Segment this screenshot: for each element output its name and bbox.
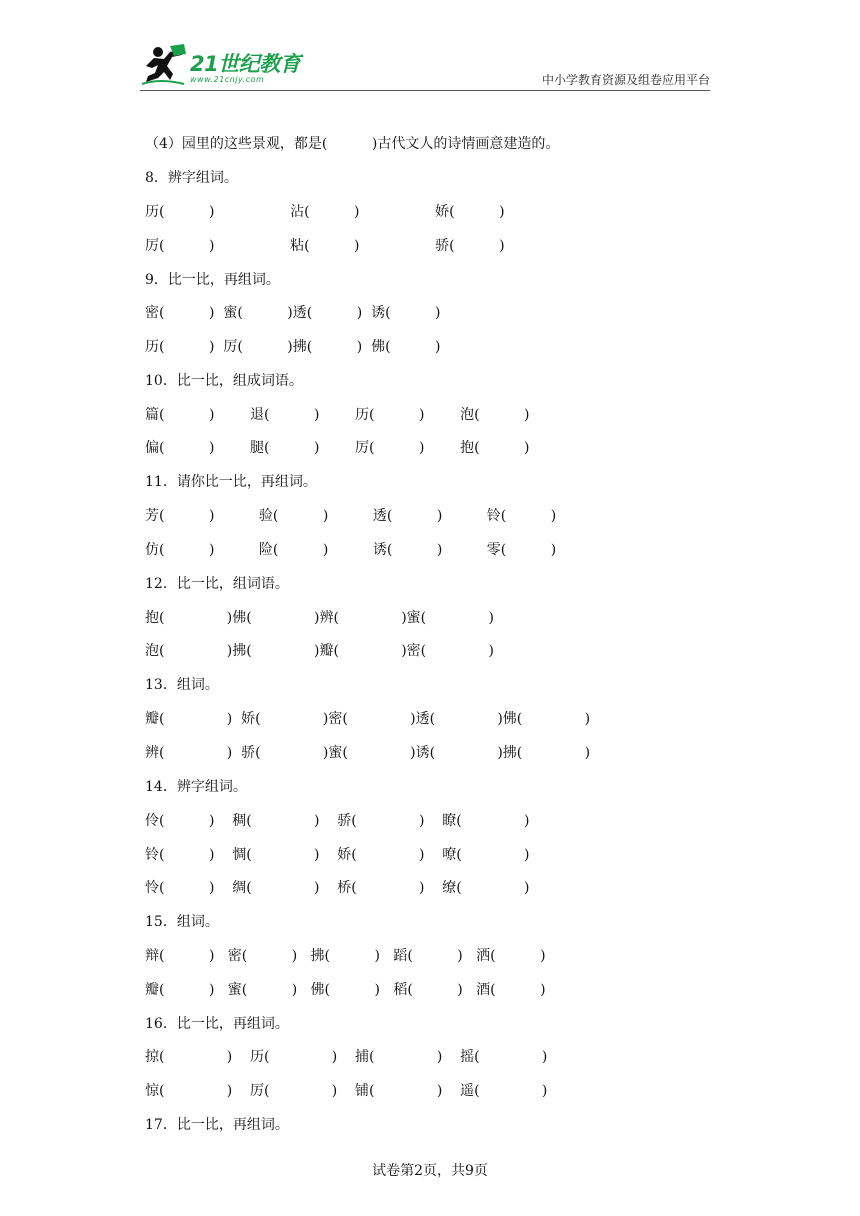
logo-text: 21世纪教育 xyxy=(190,52,301,76)
logo-url: www.21cnjy.com xyxy=(190,75,265,84)
text-line: 芳( ) 验( ) 透( ) 铃( ) xyxy=(145,508,557,524)
text-line: 瓣( ) 蜜( ) 佛( ) 稻( ) 酒( ) xyxy=(145,982,546,998)
page-header xyxy=(140,42,710,91)
text-line: 惊( ) 厉( ) 铺( ) 遥( ) xyxy=(145,1083,548,1099)
text-line: （4）园里的这些景观，都是( )古代文人的诗情画意建造的。 xyxy=(145,136,560,152)
question-title: 9．比一比，再组词。 xyxy=(145,272,280,288)
platform-name: 中小学教育资源及组卷应用平台 xyxy=(541,73,710,87)
text-line: 辨( ) 骄( )蜜( )诱( )拂( ) xyxy=(145,745,591,761)
text-line: 历( ) 厉( )拂( ) 佛( ) xyxy=(145,339,441,355)
text-line: 伶( ) 稠( ) 骄( ) 瞭( ) xyxy=(145,813,530,829)
question-title: 14．辨字组词。 xyxy=(145,779,247,795)
text-line: 篇( ) 退( ) 历( ) 泡( ) xyxy=(145,407,530,423)
text-line: 偏( ) 腿( ) 厉( ) 抱( ) xyxy=(145,440,530,456)
text-line: 怜( ) 绸( ) 桥( ) 缭( ) xyxy=(145,880,530,896)
text-line: 厉( ) 粘( ) 骄( ) xyxy=(145,238,505,254)
text-line: 辩( ) 密( ) 拂( ) 蹈( ) 洒( ) xyxy=(145,948,546,964)
text-line: 瓣( ) 娇( )密( )透( )佛( ) xyxy=(145,711,591,727)
text-line: 历( ) 沾( ) 娇( ) xyxy=(145,204,505,220)
question-title: 8．辨字组词。 xyxy=(145,170,238,186)
runner-logo-icon xyxy=(140,44,188,88)
text-line: 抱( )佛( )辨( )蜜( ) xyxy=(145,610,494,626)
text-line: 铃( ) 惆( ) 娇( ) 嘹( ) xyxy=(145,847,530,863)
question-title: 17．比一比，再组词。 xyxy=(145,1117,289,1133)
text-line: 掠( ) 历( ) 捕( ) 摇( ) xyxy=(145,1049,548,1065)
question-title: 10．比一比，组成词语。 xyxy=(145,373,303,389)
question-title: 16．比一比，再组词。 xyxy=(145,1016,289,1032)
question-title: 11．请你比一比，再组词。 xyxy=(145,474,317,490)
question-title: 15．组词。 xyxy=(145,914,219,930)
page-footer: 试卷第2页，共9页 xyxy=(372,1163,488,1179)
text-line: 密( ) 蜜( )透( ) 诱( ) xyxy=(145,305,441,321)
question-title: 12．比一比，组词语。 xyxy=(145,576,289,592)
site-logo xyxy=(140,44,310,88)
text-line: 仿( ) 险( ) 诱( ) 零( ) xyxy=(145,542,557,558)
question-title: 13．组词。 xyxy=(145,677,219,693)
text-line: 泡( )拂( )瓣( )密( ) xyxy=(145,643,494,659)
